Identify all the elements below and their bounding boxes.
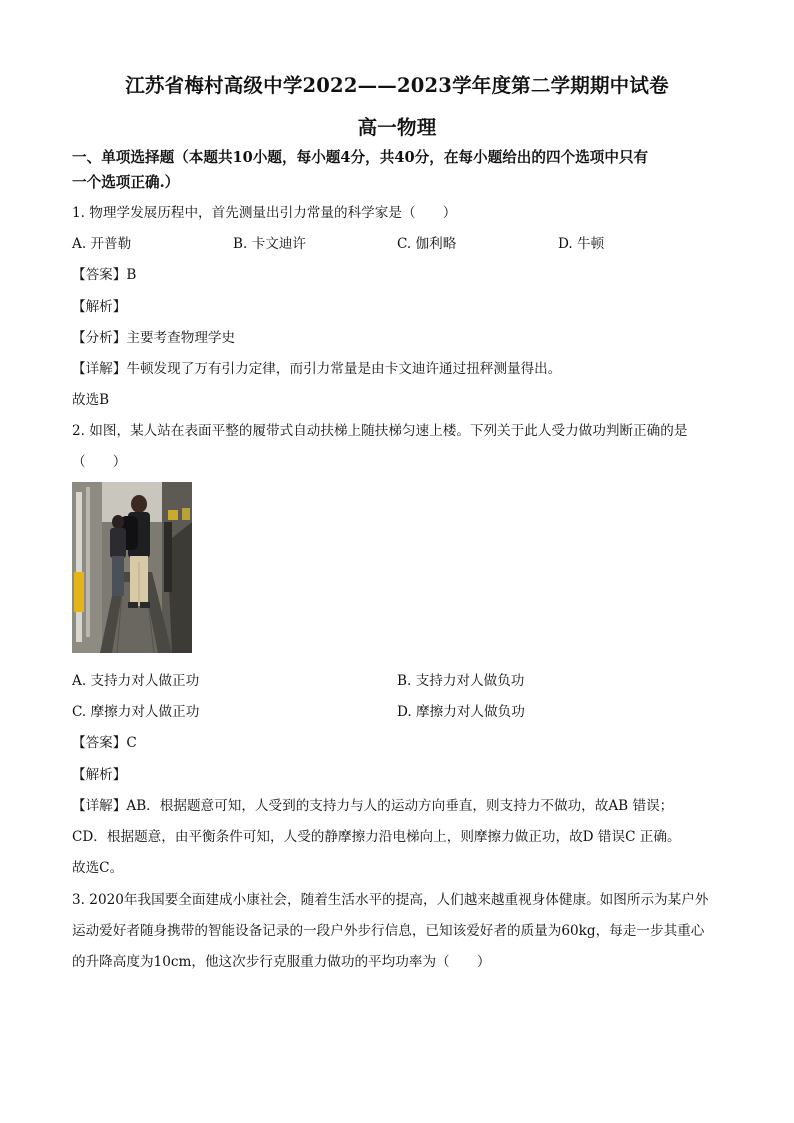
q1-choose: 故选B	[72, 392, 110, 408]
q2-option-d: D. 摩擦力对人做负功	[397, 704, 525, 720]
q1-option-d: D. 牛顿	[558, 236, 605, 252]
q3-stem-line3: 的升降高度为10cm，他这次步行克服重力做功的平均功率为（ ）	[72, 954, 491, 970]
q2-analysis-label: 【解析】	[72, 767, 127, 783]
q2-answer: 【答案】C	[72, 735, 137, 751]
exam-title: 江苏省梅村高级中学2022——2023学年度第二学期期中试卷	[125, 74, 669, 97]
q2-option-a: A. 支持力对人做正功	[72, 673, 200, 689]
q1-option-c: C. 伽利略	[397, 236, 457, 252]
q3-stem-line2: 运动爱好者随身携带的智能设备记录的一段户外步行信息，已知该爱好者的质量为60kg，每走一步其重心	[72, 923, 705, 939]
exam-subtitle: 高一物理	[357, 116, 437, 139]
q2-option-c: C. 摩擦力对人做正功	[72, 704, 200, 720]
q2-option-b: B. 支持力对人做负功	[397, 673, 525, 689]
escalator-photo-drawing	[72, 482, 192, 653]
section-heading-line1: 一、单项选择题（本题共10小题，每小题4分，共40分，在每小题给出的四个选项中只有	[72, 149, 649, 166]
q1-stem: 1. 物理学发展历程中，首先测量出引力常量的科学家是（ ）	[72, 205, 457, 221]
q2-choose: 故选C。	[72, 860, 124, 876]
q1-option-b: B. 卡文迪许	[233, 236, 307, 252]
section-heading-line2: 一个选项正确.）	[72, 174, 180, 191]
q1-option-a: A. 开普勒	[72, 236, 132, 252]
q2-stem-line1: 2. 如图，某人站在表面平整的履带式自动扶梯上随扶梯匀速上楼。下列关于此人受力做功判断正确的是	[72, 423, 688, 439]
q2-detail-line1: 【详解】AB．根据题意可知，人受到的支持力与人的运动方向垂直，则支持力不做功，故AB 错误；	[72, 798, 674, 814]
q1-answer: 【答案】B	[72, 267, 137, 283]
q1-fenxi: 【分析】主要考查物理学史	[72, 330, 236, 346]
q3-stem-line1: 3. 2020年我国要全面建成小康社会，随着生活水平的提高，人们越来越重视身体健康。如图所示为某户外	[72, 892, 709, 908]
q1-detail: 【详解】牛顿发现了万有引力定律，而引力常量是由卡文迪许通过扭秤测量得出。	[72, 361, 562, 377]
q2-stem-line2: （ ）	[72, 454, 127, 470]
escalator-photo	[72, 482, 192, 653]
q2-detail-line2: CD．根据题意，由平衡条件可知，人受的静摩擦力沿电梯向上，则摩擦力做正功，故D 错误C 正确。	[72, 829, 681, 845]
q1-analysis-label: 【解析】	[72, 299, 127, 315]
